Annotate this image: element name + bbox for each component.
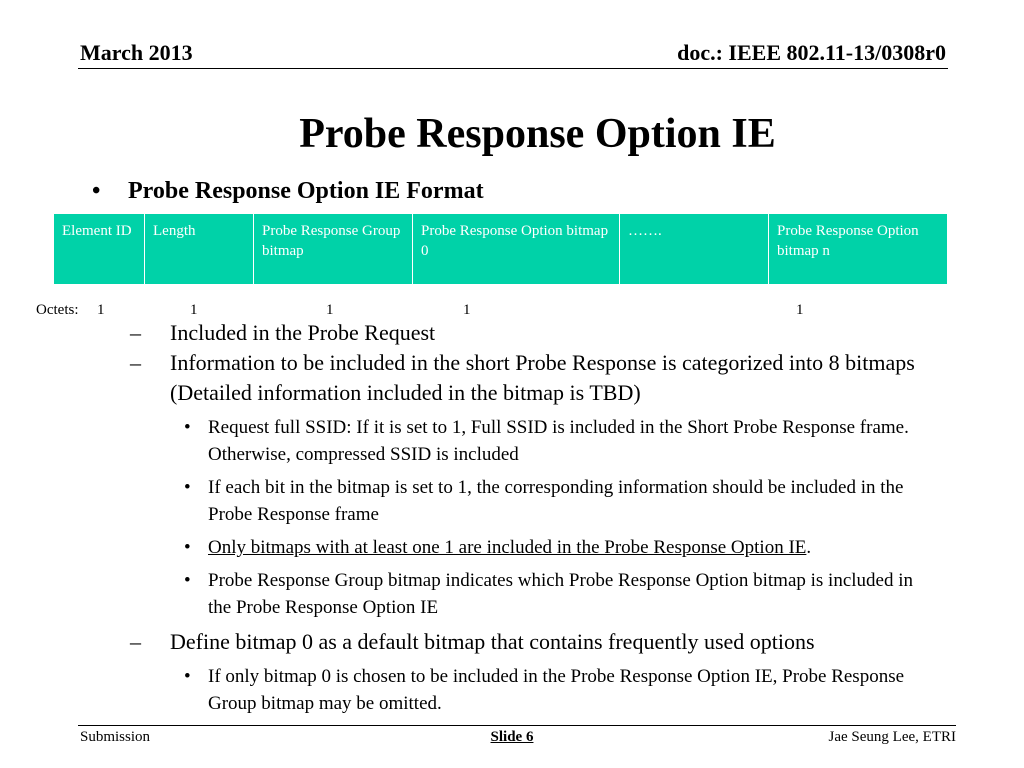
ie-format-table: [53, 213, 948, 285]
sub-point-suffix: .: [806, 537, 812, 558]
bullet-marker: •: [92, 178, 101, 204]
slide-title: Probe Response Option IE: [299, 111, 776, 157]
sub-list-item: [170, 414, 940, 468]
list-item: [130, 627, 940, 717]
list-item: [130, 318, 940, 348]
point-text: Included in the Probe Request: [170, 320, 436, 345]
detail-list: [130, 318, 940, 723]
point-text: Information to be included in the short Probe Response is categorized into 8 bitmaps (Detailed information included in the bitmap is TBD): [170, 350, 915, 405]
dot-marker: •: [184, 537, 191, 558]
sub-point-text: Probe Response Group bitmap indicates which Probe Response Option bitmap is included in the Probe Response Option IE: [208, 570, 914, 618]
octets-label: Octets:: [36, 302, 79, 318]
header-date: March 2013: [80, 40, 193, 65]
footer-slide-number: Slide 6: [490, 729, 534, 745]
footer-rule: [78, 725, 956, 726]
sub-point-text: If each bit in the bitmap is set to 1, the corresponding information should be included in the Probe Response frame: [208, 477, 904, 525]
sub-list-item: [170, 567, 940, 621]
field-group-bitmap: Probe Response Group bitmap: [254, 214, 413, 285]
point-text: Define bitmap 0 as a default bitmap that contains frequently used options: [170, 629, 815, 654]
header-rule: [78, 68, 948, 69]
sub-point-text: If only bitmap 0 is chosen to be included in the Probe Response Option IE, Probe Response Group bitmap may be omitted.: [208, 666, 905, 714]
dot-marker: •: [184, 570, 191, 591]
sub-point-text: Request full SSID: If it is set to 1, Full SSID is included in the Short Probe Response frame. Otherwise, compressed SSID is included: [208, 417, 909, 465]
octet-length: 1: [190, 302, 198, 318]
main-bullet: [92, 178, 484, 205]
octet-element-id: 1: [97, 302, 105, 318]
field-option-bitmap-0: Probe Response Option bitmap 0: [413, 214, 620, 285]
octet-option-bitmap-0: 1: [463, 302, 471, 318]
octet-option-bitmap-n: 1: [796, 302, 804, 318]
dash-marker: –: [130, 350, 141, 375]
sub-list-item: [170, 474, 940, 528]
dot-marker: •: [184, 477, 191, 498]
field-element-id: Element ID: [54, 214, 145, 285]
sub-point-text-underlined: Only bitmaps with at least one 1 are included in the Probe Response Option IE: [208, 537, 807, 558]
sub-list: [170, 414, 940, 621]
list-item: [130, 348, 940, 621]
field-option-bitmap-n: Probe Response Option bitmap n: [769, 214, 948, 285]
sub-list-item: [170, 534, 940, 561]
field-ellipsis: …….: [620, 214, 769, 285]
footer-author: Jae Seung Lee, ETRI: [828, 729, 956, 745]
octet-group-bitmap: 1: [326, 302, 334, 318]
bullet-text: Probe Response Option IE Format: [128, 178, 484, 204]
field-length: Length: [145, 214, 254, 285]
ie-format-row: [54, 214, 948, 285]
dash-marker: –: [130, 320, 141, 345]
dash-marker: –: [130, 629, 141, 654]
dot-marker: •: [184, 417, 191, 438]
sub-list-item: [170, 663, 940, 717]
sub-list: [170, 663, 940, 717]
dot-marker: •: [184, 666, 191, 687]
footer-submission: Submission: [80, 729, 151, 745]
header-doc-number: doc.: IEEE 802.11-13/0308r0: [677, 40, 946, 65]
